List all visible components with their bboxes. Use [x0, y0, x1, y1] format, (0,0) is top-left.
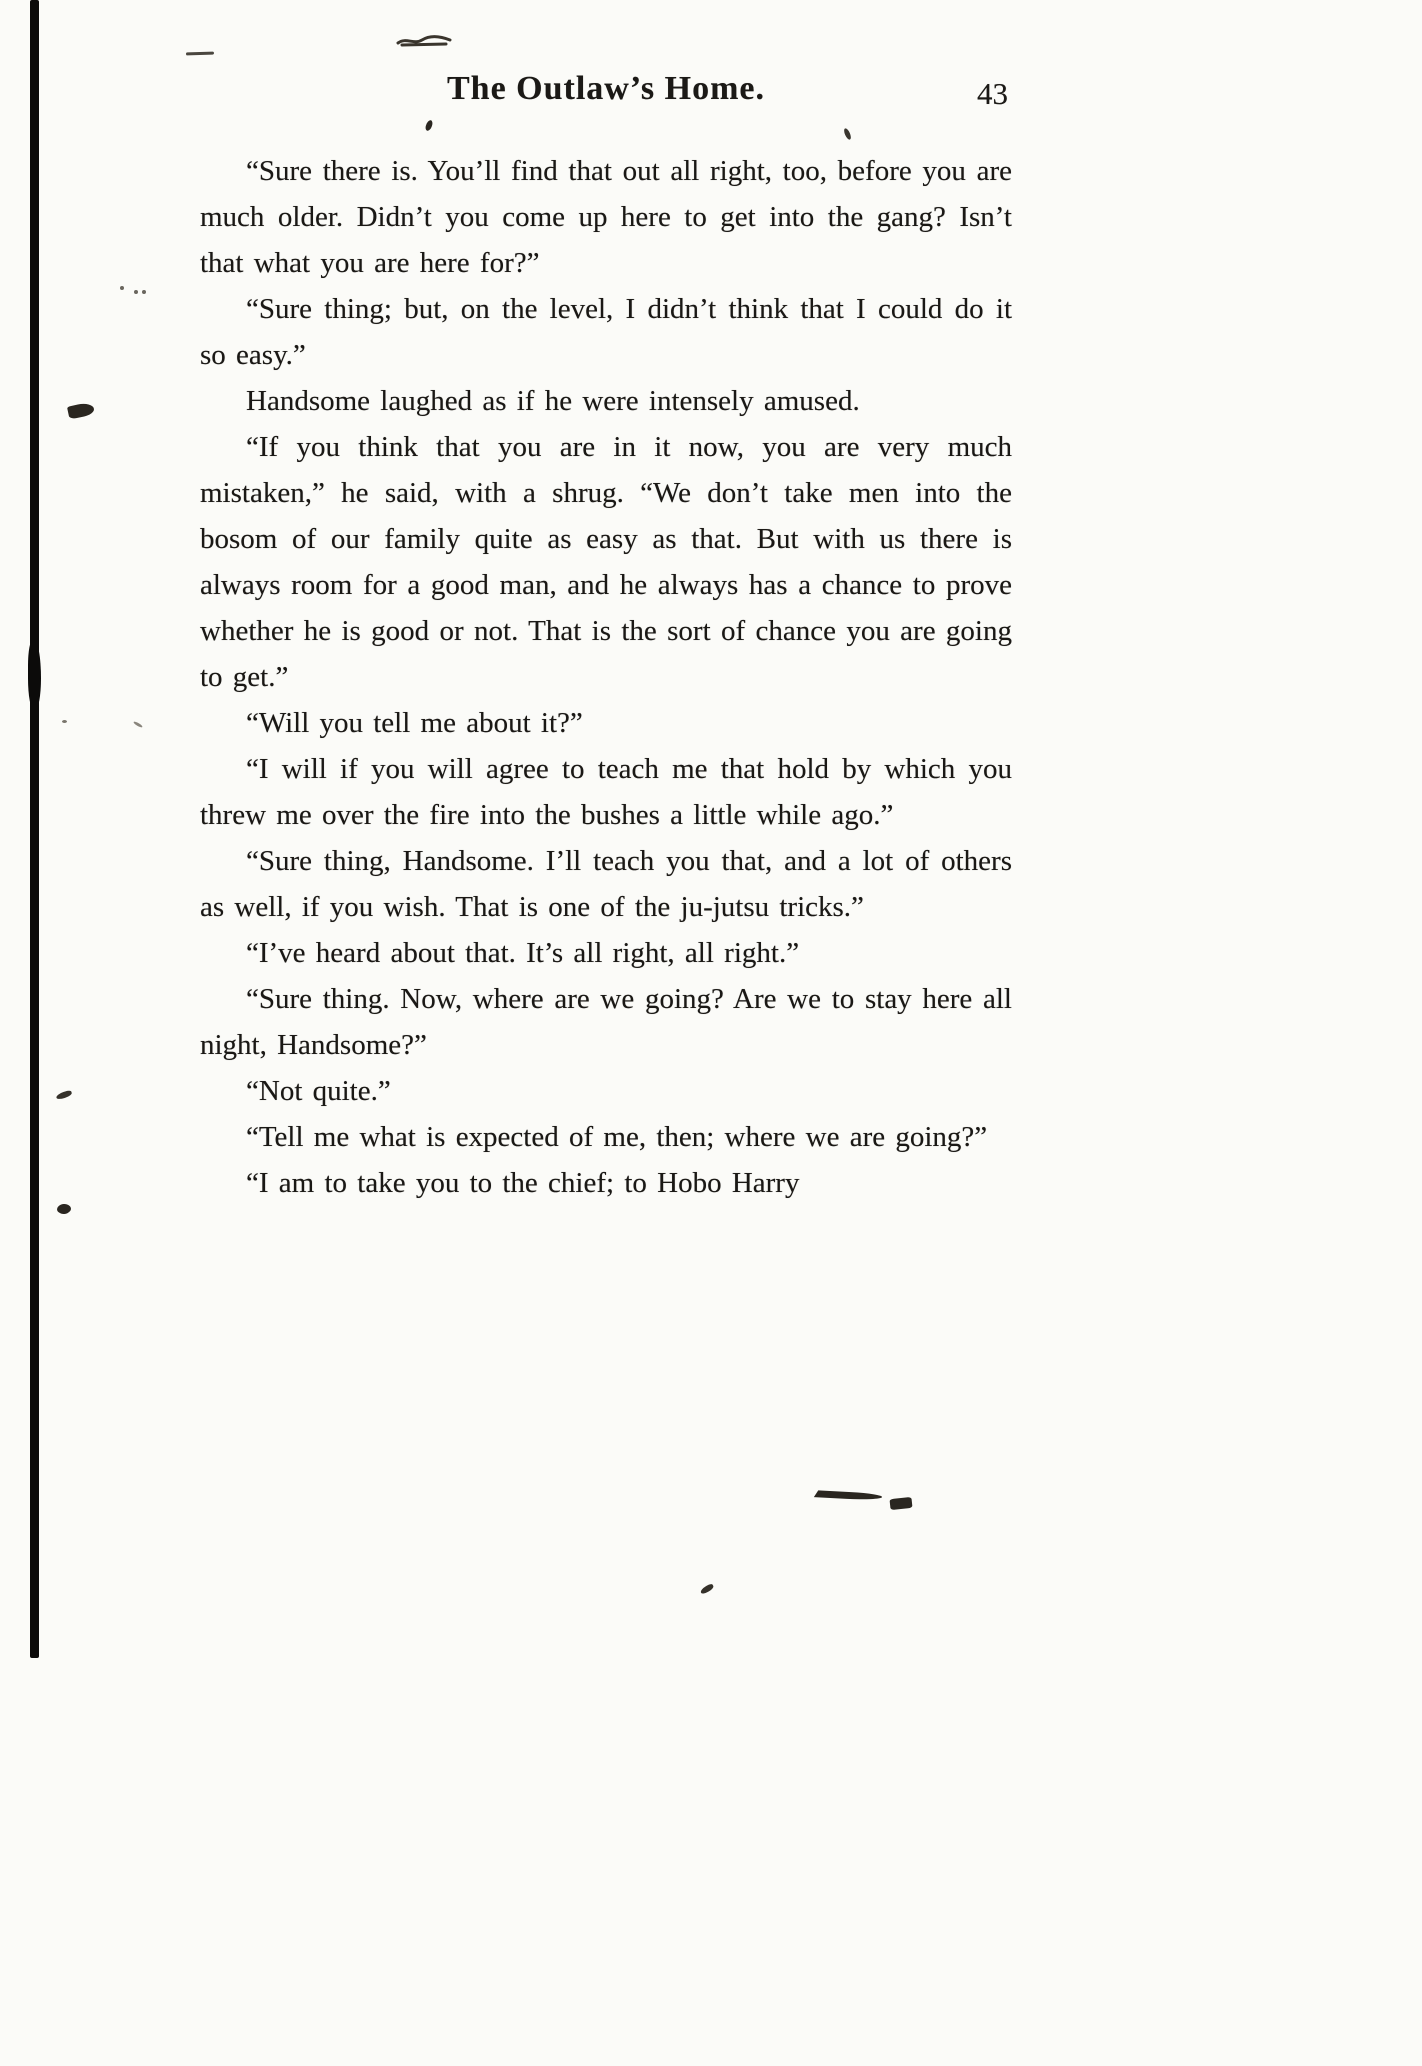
ink-mark	[133, 721, 143, 729]
ink-mark	[55, 1090, 72, 1101]
page-body	[200, 148, 1012, 1206]
paragraph: “If you think that you are in it now, you are very much mistaken,” he said, with a shrug. “We don’t take men into the bosom of our family quite as easy as that. But with us there is always room for a good man, and he always has a chance to prove whether he is good or not. That is the sort of chance you are going to get.”	[200, 431, 1012, 693]
ink-smudge-squiggle	[396, 34, 452, 47]
paragraph: “Sure there is. You’ll find that out all right, too, before you are much older. Didn’t you come up here to get into the gang? Isn’t that what you are here for?”	[200, 155, 1012, 279]
paragraph: “Not quite.”	[246, 1075, 391, 1107]
ink-mark	[67, 401, 95, 419]
paragraph: “Sure thing; but, on the level, I didn’t think that I could do it so easy.”	[200, 293, 1012, 371]
paragraph: “Sure thing. Now, where are we going? Are we to stay here all night, Handsome?”	[200, 983, 1012, 1061]
paragraph: “I’ve heard about that. It’s all right, all right.”	[246, 937, 800, 969]
ink-mark	[120, 286, 124, 290]
paragraph: “I will if you will agree to teach me that hold by which you threw me over the fire into the bushes a little while ago.”	[200, 753, 1012, 831]
paragraph: “I am to take you to the chief; to Hobo Harry	[246, 1167, 800, 1199]
ink-mark	[889, 1497, 912, 1510]
paragraph: Handsome laughed as if he were intensely amused.	[246, 385, 860, 417]
ink-mark	[56, 1201, 73, 1218]
ink-mark	[186, 52, 214, 56]
ink-mark	[62, 720, 67, 723]
running-header	[200, 70, 1012, 116]
ink-mark	[699, 1583, 714, 1595]
paragraph: “Sure thing, Handsome. I’ll teach you that, and a lot of others as well, if you wish. That is one of the ju-jutsu tricks.”	[200, 845, 1012, 923]
binding-edge	[30, 0, 39, 1658]
ink-mark	[814, 1490, 884, 1500]
page-title: The Outlaw’s Home.	[446, 70, 765, 107]
paragraph: “Will you tell me about it?”	[246, 707, 583, 739]
paragraph: “Tell me what is expected of me, then; where we are going?”	[246, 1121, 988, 1153]
page-number: 43	[977, 76, 1008, 111]
ink-smudge	[396, 34, 452, 47]
page-content	[200, 70, 1012, 1206]
